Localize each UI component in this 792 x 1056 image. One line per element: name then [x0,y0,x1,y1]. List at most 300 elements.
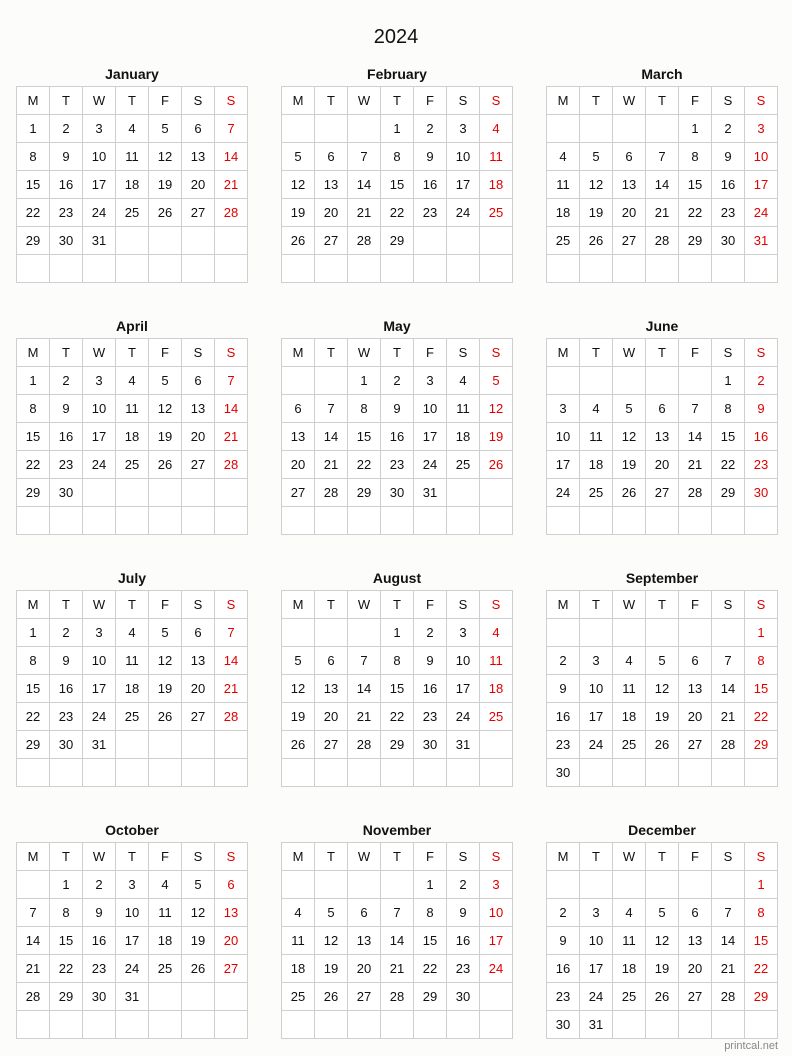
month-grid [546,842,778,1039]
weekday-header: S [215,87,248,115]
empty-cell [646,619,679,647]
empty-cell [282,759,315,787]
day-cell: 22 [17,199,50,227]
day-cell: 18 [116,675,149,703]
weekday-header: M [282,591,315,619]
empty-cell [282,507,315,535]
day-cell: 13 [315,171,348,199]
day-cell: 14 [315,423,348,451]
day-cell: 2 [547,899,580,927]
empty-cell [745,255,778,283]
day-cell: 5 [613,395,646,423]
weekday-header: T [315,843,348,871]
empty-cell [646,1011,679,1039]
day-cell: 10 [447,647,480,675]
day-cell: 18 [613,703,646,731]
day-cell: 10 [83,647,116,675]
day-cell: 9 [50,395,83,423]
weekday-header: W [613,339,646,367]
day-cell: 27 [282,479,315,507]
day-cell: 20 [679,703,712,731]
day-cell: 20 [215,927,248,955]
day-cell: 22 [414,955,447,983]
day-cell: 5 [149,367,182,395]
empty-cell [348,1011,381,1039]
day-cell: 7 [315,395,348,423]
day-cell: 25 [613,983,646,1011]
day-cell: 23 [745,451,778,479]
empty-cell [116,759,149,787]
month-grid [281,338,513,535]
empty-cell [712,759,745,787]
weekday-header: S [745,339,778,367]
weekday-header: M [17,591,50,619]
day-cell: 20 [348,955,381,983]
day-cell: 8 [679,143,712,171]
day-cell: 23 [547,983,580,1011]
day-cell: 10 [83,143,116,171]
weekday-header: W [348,339,381,367]
empty-cell [381,255,414,283]
empty-cell [580,367,613,395]
empty-cell [282,619,315,647]
day-cell: 25 [480,199,513,227]
day-cell: 8 [745,899,778,927]
empty-cell [149,759,182,787]
day-cell: 28 [712,731,745,759]
day-cell: 21 [679,451,712,479]
empty-cell [149,227,182,255]
empty-cell [215,507,248,535]
day-cell: 2 [381,367,414,395]
empty-cell [381,507,414,535]
weekday-header: F [679,87,712,115]
day-cell: 26 [149,451,182,479]
day-cell: 4 [613,899,646,927]
empty-cell [580,759,613,787]
weekday-header: S [745,87,778,115]
day-cell: 30 [50,479,83,507]
empty-cell [348,871,381,899]
day-cell: 14 [215,143,248,171]
weekday-header: M [282,87,315,115]
day-cell: 19 [282,703,315,731]
empty-cell [447,227,480,255]
day-cell: 20 [679,955,712,983]
weekday-header: T [580,339,613,367]
weekday-header: T [50,339,83,367]
day-cell: 30 [381,479,414,507]
day-cell: 22 [17,451,50,479]
day-cell: 6 [646,395,679,423]
day-cell: 1 [381,619,414,647]
weekday-header: W [83,843,116,871]
day-cell: 13 [215,899,248,927]
day-cell: 24 [414,451,447,479]
day-cell: 18 [282,955,315,983]
day-cell: 15 [745,927,778,955]
weekday-header: T [646,591,679,619]
day-cell: 4 [613,647,646,675]
empty-cell [149,255,182,283]
weekday-header: W [348,87,381,115]
day-cell: 3 [83,367,116,395]
empty-cell [679,255,712,283]
day-cell: 24 [447,703,480,731]
empty-cell [149,479,182,507]
empty-cell [116,731,149,759]
day-cell: 20 [182,423,215,451]
day-cell: 16 [414,171,447,199]
empty-cell [712,1011,745,1039]
day-cell: 2 [447,871,480,899]
month-march [546,62,778,283]
empty-cell [348,759,381,787]
day-cell: 6 [315,143,348,171]
weekday-header: T [580,87,613,115]
day-cell: 26 [149,199,182,227]
empty-cell [580,871,613,899]
day-cell: 21 [215,171,248,199]
day-cell: 24 [580,731,613,759]
empty-cell [182,759,215,787]
day-cell: 20 [646,451,679,479]
empty-cell [613,759,646,787]
month-july [16,566,248,787]
empty-cell [613,871,646,899]
weekday-header: T [381,87,414,115]
day-cell: 21 [348,703,381,731]
day-cell: 13 [679,675,712,703]
day-cell: 22 [50,955,83,983]
empty-cell [182,731,215,759]
empty-cell [116,227,149,255]
day-cell: 30 [547,1011,580,1039]
empty-cell [17,255,50,283]
day-cell: 1 [17,115,50,143]
day-cell: 30 [50,731,83,759]
empty-cell [447,507,480,535]
day-cell: 6 [182,619,215,647]
weekday-header: S [480,87,513,115]
day-cell: 15 [381,171,414,199]
day-cell: 2 [745,367,778,395]
weekday-header: S [480,591,513,619]
day-cell: 25 [149,955,182,983]
weekday-header: M [547,591,580,619]
empty-cell [480,507,513,535]
empty-cell [315,255,348,283]
day-cell: 13 [182,395,215,423]
empty-cell [613,619,646,647]
day-cell: 30 [414,731,447,759]
day-cell: 9 [83,899,116,927]
empty-cell [182,983,215,1011]
day-cell: 5 [282,647,315,675]
day-cell: 29 [381,227,414,255]
empty-cell [182,227,215,255]
empty-cell [215,227,248,255]
month-name: October [105,822,159,838]
empty-cell [215,479,248,507]
day-cell: 14 [381,927,414,955]
day-cell: 12 [646,675,679,703]
weekday-header: S [712,87,745,115]
day-cell: 17 [83,423,116,451]
empty-cell [414,759,447,787]
day-cell: 16 [50,171,83,199]
month-name: November [362,822,432,838]
day-cell: 1 [712,367,745,395]
footer-credit: printcal.net [724,1040,778,1052]
empty-cell [712,871,745,899]
weekday-header: S [745,843,778,871]
day-cell: 23 [712,199,745,227]
day-cell: 29 [348,479,381,507]
empty-cell [646,115,679,143]
weekday-header: M [547,339,580,367]
weekday-header: S [447,339,480,367]
month-grid [16,590,248,787]
day-cell: 16 [712,171,745,199]
month-june [546,314,778,535]
day-cell: 25 [116,703,149,731]
day-cell: 3 [480,871,513,899]
day-cell: 28 [712,983,745,1011]
day-cell: 24 [480,955,513,983]
day-cell: 15 [712,423,745,451]
weekday-header: S [480,843,513,871]
day-cell: 19 [149,423,182,451]
empty-cell [646,367,679,395]
day-cell: 3 [414,367,447,395]
day-cell: 4 [580,395,613,423]
day-cell: 8 [381,143,414,171]
day-cell: 21 [646,199,679,227]
empty-cell [712,255,745,283]
day-cell: 1 [50,871,83,899]
day-cell: 24 [447,199,480,227]
day-cell: 15 [17,171,50,199]
weekday-header: F [414,87,447,115]
day-cell: 14 [712,927,745,955]
day-cell: 5 [282,143,315,171]
day-cell: 9 [745,395,778,423]
day-cell: 12 [613,423,646,451]
day-cell: 23 [447,955,480,983]
weekday-header: W [83,87,116,115]
weekday-header: T [381,339,414,367]
day-cell: 1 [17,619,50,647]
day-cell: 17 [480,927,513,955]
weekday-header: T [580,591,613,619]
weekday-header: T [315,87,348,115]
weekday-header: T [50,843,83,871]
day-cell: 22 [17,703,50,731]
weekday-header: S [745,591,778,619]
day-cell: 4 [480,115,513,143]
month-name: March [641,66,683,82]
day-cell: 4 [116,619,149,647]
weekday-header: M [17,843,50,871]
empty-cell [679,619,712,647]
day-cell: 8 [17,647,50,675]
day-cell: 10 [745,143,778,171]
day-cell: 23 [381,451,414,479]
day-cell: 15 [348,423,381,451]
day-cell: 27 [315,227,348,255]
empty-cell [480,983,513,1011]
weekday-header: T [50,87,83,115]
day-cell: 3 [83,115,116,143]
day-cell: 17 [580,703,613,731]
day-cell: 1 [381,115,414,143]
day-cell: 5 [480,367,513,395]
day-cell: 10 [580,927,613,955]
empty-cell [580,255,613,283]
day-cell: 24 [116,955,149,983]
day-cell: 5 [580,143,613,171]
day-cell: 19 [182,927,215,955]
day-cell: 28 [315,479,348,507]
empty-cell [745,759,778,787]
empty-cell [17,507,50,535]
day-cell: 22 [712,451,745,479]
day-cell: 18 [116,423,149,451]
day-cell: 28 [381,983,414,1011]
day-cell: 30 [447,983,480,1011]
day-cell: 23 [414,199,447,227]
day-cell: 9 [447,899,480,927]
empty-cell [215,983,248,1011]
empty-cell [182,507,215,535]
month-october [16,818,248,1039]
empty-cell [712,619,745,647]
day-cell: 30 [50,227,83,255]
day-cell: 7 [381,899,414,927]
weekday-header: F [414,843,447,871]
day-cell: 21 [348,199,381,227]
day-cell: 24 [83,199,116,227]
day-cell: 7 [17,899,50,927]
day-cell: 2 [414,619,447,647]
empty-cell [447,1011,480,1039]
day-cell: 11 [149,899,182,927]
weekday-header: S [447,87,480,115]
empty-cell [215,255,248,283]
empty-cell [613,115,646,143]
day-cell: 18 [613,955,646,983]
empty-cell [712,507,745,535]
day-cell: 11 [480,647,513,675]
month-january [16,62,248,283]
day-cell: 6 [315,647,348,675]
empty-cell [547,871,580,899]
empty-cell [679,507,712,535]
day-cell: 27 [348,983,381,1011]
day-cell: 14 [712,675,745,703]
day-cell: 8 [414,899,447,927]
day-cell: 31 [116,983,149,1011]
day-cell: 20 [315,199,348,227]
empty-cell [83,759,116,787]
month-grid [281,842,513,1039]
day-cell: 7 [215,367,248,395]
empty-cell [215,731,248,759]
empty-cell [149,1011,182,1039]
empty-cell [480,227,513,255]
day-cell: 8 [712,395,745,423]
day-cell: 25 [116,451,149,479]
day-cell: 22 [745,955,778,983]
day-cell: 12 [315,927,348,955]
day-cell: 12 [149,143,182,171]
day-cell: 20 [282,451,315,479]
empty-cell [282,115,315,143]
day-cell: 1 [17,367,50,395]
day-cell: 30 [712,227,745,255]
empty-cell [480,759,513,787]
weekday-header: S [712,843,745,871]
day-cell: 27 [182,199,215,227]
weekday-header: S [182,339,215,367]
day-cell: 15 [17,675,50,703]
empty-cell [215,1011,248,1039]
day-cell: 3 [83,619,116,647]
empty-cell [348,115,381,143]
empty-cell [315,367,348,395]
empty-cell [580,115,613,143]
day-cell: 21 [712,703,745,731]
day-cell: 20 [613,199,646,227]
day-cell: 22 [381,199,414,227]
empty-cell [282,1011,315,1039]
empty-cell [547,367,580,395]
weekday-header: S [215,843,248,871]
weekday-header: S [712,591,745,619]
day-cell: 29 [712,479,745,507]
empty-cell [381,871,414,899]
day-cell: 24 [745,199,778,227]
day-cell: 12 [282,171,315,199]
day-cell: 2 [50,619,83,647]
day-cell: 27 [613,227,646,255]
day-cell: 26 [613,479,646,507]
day-cell: 19 [480,423,513,451]
weekday-header: F [679,339,712,367]
day-cell: 15 [50,927,83,955]
day-cell: 28 [215,199,248,227]
day-cell: 26 [182,955,215,983]
weekday-header: W [613,591,646,619]
day-cell: 26 [480,451,513,479]
month-grid [546,590,778,787]
day-cell: 21 [17,955,50,983]
day-cell: 13 [282,423,315,451]
day-cell: 28 [646,227,679,255]
day-cell: 28 [215,451,248,479]
day-cell: 9 [381,395,414,423]
day-cell: 29 [50,983,83,1011]
day-cell: 14 [646,171,679,199]
day-cell: 5 [182,871,215,899]
empty-cell [679,759,712,787]
empty-cell [116,255,149,283]
month-name: June [645,318,679,334]
empty-cell [447,479,480,507]
day-cell: 30 [745,479,778,507]
empty-cell [315,871,348,899]
